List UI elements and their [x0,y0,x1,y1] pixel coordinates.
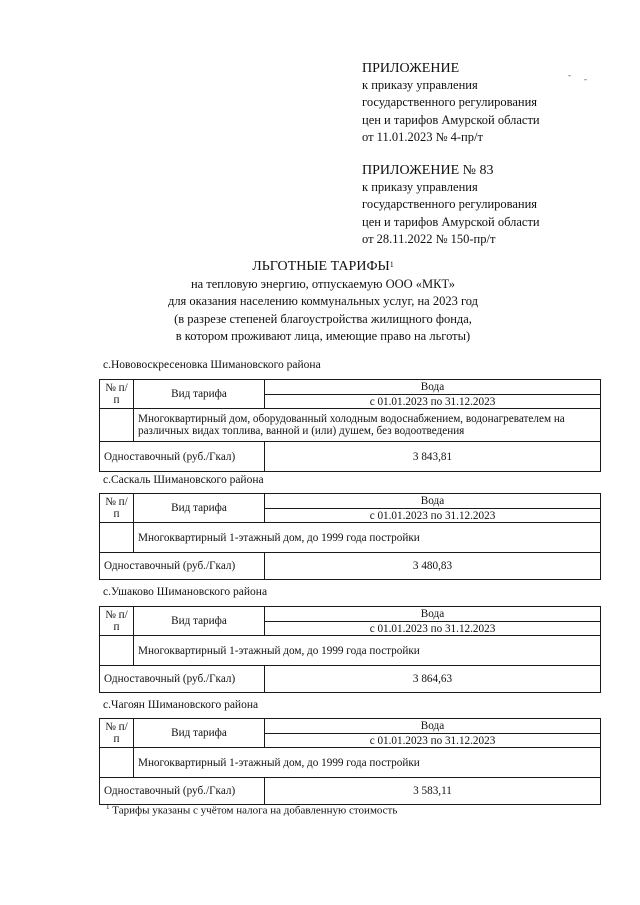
housing-type: Многоквартирный 1-этажный дом, до 1999 года постройки [134,748,601,778]
location-label: с.Чагоян Шимановского района [103,699,259,711]
col-num-header: № п/п [100,719,134,748]
col-water-header: Вода [265,380,601,395]
location-label: с.Нововоскресеновка Шимановского района [103,359,321,371]
blank-cell [100,409,134,442]
appendix-83-line: государственного регулирования [362,197,538,212]
title-line: в котором проживают лица, имеющие право на льготы) [175,329,471,344]
col-period-header: с 01.01.2023 по 31.12.2023 [265,395,601,409]
tariff-label: Одноставочный (руб./Гкал) [100,778,265,805]
appendix-title: ПРИЛОЖЕНИЕ [362,61,460,76]
appendix-83-line: от 28.11.2022 № 150-пр/т [362,231,496,246]
tariff-label: Одноставочный (руб./Гкал) [100,553,265,580]
title-line: для оказания населению коммунальных услуг, на 2023 год [167,294,479,309]
document-title [90,258,556,346]
tariff-value: 3 583,11 [265,778,601,805]
location-label: с.Саскаль Шимановского района [103,474,264,486]
footnote [106,803,397,817]
col-kind-header: Вид тарифа [134,494,265,523]
col-kind-header: Вид тарифа [134,380,265,409]
col-period-header: с 01.01.2023 по 31.12.2023 [265,509,601,523]
appendix-line: цен и тарифов Амурской области [362,112,540,127]
tariff-table [99,493,601,580]
col-water-header: Вода [265,494,601,509]
appendix-line: к приказу управления [362,78,478,93]
col-num-header: № п/п [100,380,134,409]
blank-cell [100,523,134,553]
tariff-table [99,718,601,805]
col-kind-header: Вид тарифа [134,719,265,748]
tariff-value: 3 843,81 [265,442,601,472]
title-line: на тепловую энергию, отпускаемую ООО «МКТ» [190,276,456,291]
housing-type: Многоквартирный 1-этажный дом, до 1999 года постройки [134,636,601,666]
col-num-header: № п/п [100,607,134,636]
tariff-label: Одноставочный (руб./Гкал) [100,442,265,472]
appendix-83-line: цен и тарифов Амурской области [362,214,540,229]
appendix-line: государственного регулирования [362,95,538,110]
title-footnote-mark: 1 [389,260,394,269]
title-main: ЛЬГОТНЫЕ ТАРИФЫ$^1$ [252,259,394,274]
housing-type: Многоквартирный дом, оборудованный холодным водоснабжением, водонагревателем на различных видах топлива, ванной и (или) душем, без водоотведения [134,409,601,442]
housing-type: Многоквартирный 1-этажный дом, до 1999 года постройки [134,523,601,553]
appendix-83-header [362,162,540,248]
col-kind-header: Вид тарифа [134,607,265,636]
blank-cell [100,748,134,778]
col-period-header: с 01.01.2023 по 31.12.2023 [265,622,601,636]
blank-cell [100,636,134,666]
tariff-table [99,379,601,472]
tariff-table [99,606,601,693]
col-water-header: Вода [265,607,601,622]
appendix-line: от 11.01.2023 № 4-пр/т [362,129,483,144]
appendix-83-line: к приказу управления [362,180,478,195]
col-water-header: Вода [265,719,601,734]
footnote-mark: 1 [106,803,110,811]
appendix-header [362,60,540,146]
appendix-83-title: ПРИЛОЖЕНИЕ № 83 [362,163,494,178]
col-num-header: № п/п [100,494,134,523]
title-line: (в разрезе степеней благоустройства жилищного фонда, [174,311,472,326]
scan-speck: - [584,74,587,84]
tariff-label: Одноставочный (руб./Гкал) [100,666,265,693]
col-period-header: с 01.01.2023 по 31.12.2023 [265,734,601,748]
footnote-text: Тарифы указаны с учётом налога на добавленную стоимость [112,804,398,817]
tariff-value: 3 864,63 [265,666,601,693]
tariff-value: 3 480,83 [265,553,601,580]
location-label: с.Ушаково Шимановского района [103,586,268,598]
scan-speck: - [568,70,571,80]
